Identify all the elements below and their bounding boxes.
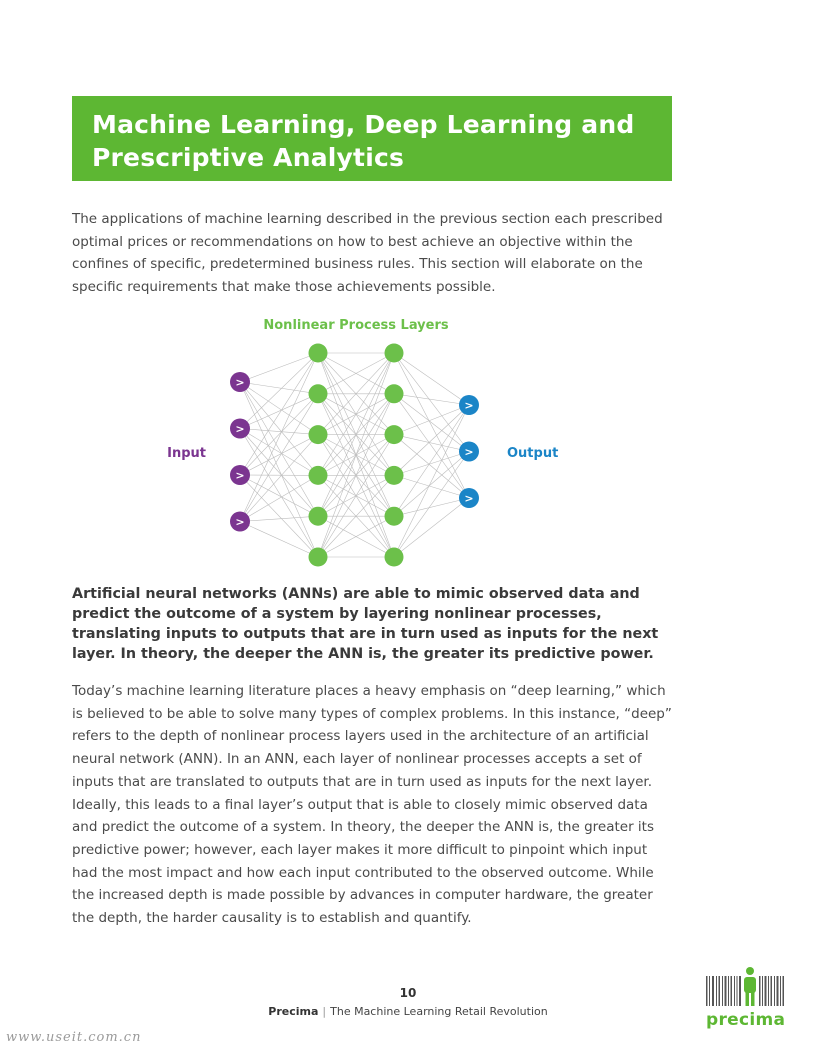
network-edge bbox=[240, 475, 318, 521]
chevron-right-icon: > bbox=[464, 445, 474, 459]
hidden-node bbox=[309, 344, 328, 363]
network-edge bbox=[240, 394, 318, 522]
network-edge bbox=[240, 382, 318, 394]
hidden-node bbox=[309, 425, 328, 444]
chevron-right-icon: > bbox=[464, 492, 474, 505]
lead-paragraph: Artificial neural networks (ANNs) are able to mimic observed data and predict the outcome of a system by layering nonlinear processes, translating inputs to outputs that are in turn used as inputs for the next layer. In theory, the deeper the ANN is, the greater its predictive power. bbox=[72, 586, 659, 662]
section-title: Machine Learning, Deep Learning and Prescriptive Analytics bbox=[92, 110, 635, 172]
section-title-band bbox=[72, 96, 672, 181]
network-edge bbox=[240, 429, 318, 476]
network-edge bbox=[240, 516, 318, 521]
diagram-title: Nonlinear Process Layers bbox=[263, 318, 449, 333]
network-edge bbox=[394, 405, 469, 557]
network-edge bbox=[240, 353, 318, 429]
intro-paragraph: The applications of machine learning described in the previous section each prescribed optimal prices or recommendations on how to best achieve an objective within the confines of specific, predetermined business rules. This section will elaborate on the specific requirements that make those achievements possible. bbox=[72, 211, 663, 296]
network-edge bbox=[394, 405, 469, 516]
watermark: www.useit.com.cn bbox=[6, 1030, 142, 1045]
neural-network-diagram bbox=[0, 300, 816, 580]
input-node bbox=[230, 465, 250, 485]
hidden-node bbox=[385, 548, 404, 567]
network-edge bbox=[394, 353, 469, 498]
footer-line bbox=[0, 1005, 816, 1018]
output-label: Output bbox=[507, 446, 559, 461]
network-edge bbox=[394, 353, 469, 405]
footer-publication: The Machine Learning Retail Revolution bbox=[330, 1005, 548, 1018]
network-edge bbox=[240, 394, 318, 475]
chevron-right-icon: > bbox=[464, 399, 474, 412]
hidden-node bbox=[309, 507, 328, 526]
footer-separator: | bbox=[322, 1005, 327, 1018]
network-edges bbox=[240, 353, 469, 557]
hidden-node bbox=[385, 466, 404, 485]
footer-brand: Precima bbox=[268, 1005, 319, 1018]
input-node bbox=[230, 372, 250, 392]
chevron-right-icon: > bbox=[235, 376, 245, 389]
body-paragraph: Today’s machine learning literature places a heavy emphasis on “deep learning,” which is believed to be able to solve many types of complex problems. In this instance, “deep” refers to the depth of nonlinear process layers used in the architecture of an artificial neural network (ANN). In an ANN, each layer of nonlinear processes accepts a set of inputs that are translated to outputs that are in turn used as inputs for the next layer. Ideally, this leads to a final layer’s output that is able to closely mimic observed data and predict the outcome of a system. In theory, the deeper the ANN is, the greater its predictive power; however, each layer makes it more difficult to pinpoint which input had the most impact and how each input contributed to the observed outcome. While the increased depth is made possible by advances in computer hardware, the greater the depth, the harder causality is to establish and quantify. bbox=[72, 683, 672, 927]
input-node bbox=[230, 419, 250, 439]
chevron-right-icon: > bbox=[235, 469, 245, 482]
page-number: 10 bbox=[399, 986, 417, 1000]
network-edge bbox=[394, 452, 469, 476]
network-edge bbox=[240, 475, 318, 557]
hidden-node bbox=[385, 507, 404, 526]
output-node bbox=[459, 488, 479, 508]
logo-text: precima bbox=[706, 1010, 786, 1030]
hidden-node bbox=[309, 384, 328, 403]
output-node bbox=[459, 395, 479, 415]
input-label: Input bbox=[167, 446, 206, 461]
network-edge bbox=[394, 452, 469, 558]
hidden-node bbox=[385, 344, 404, 363]
network-edge bbox=[394, 475, 469, 498]
hidden-node bbox=[309, 466, 328, 485]
network-edge bbox=[394, 405, 469, 475]
network-nodes bbox=[230, 344, 479, 567]
chevron-right-icon: > bbox=[235, 422, 245, 436]
network-edge bbox=[240, 522, 318, 558]
hidden-node bbox=[309, 548, 328, 567]
network-edge bbox=[394, 394, 469, 405]
network-edge bbox=[240, 394, 318, 429]
hidden-node bbox=[385, 384, 404, 403]
network-edge bbox=[240, 382, 318, 475]
output-node bbox=[459, 442, 479, 462]
network-edge bbox=[240, 353, 318, 475]
chevron-right-icon: > bbox=[235, 515, 245, 529]
network-edge bbox=[394, 435, 469, 498]
input-node bbox=[230, 512, 250, 532]
hidden-node bbox=[385, 425, 404, 444]
network-edge bbox=[240, 429, 318, 517]
network-edge bbox=[240, 429, 318, 435]
